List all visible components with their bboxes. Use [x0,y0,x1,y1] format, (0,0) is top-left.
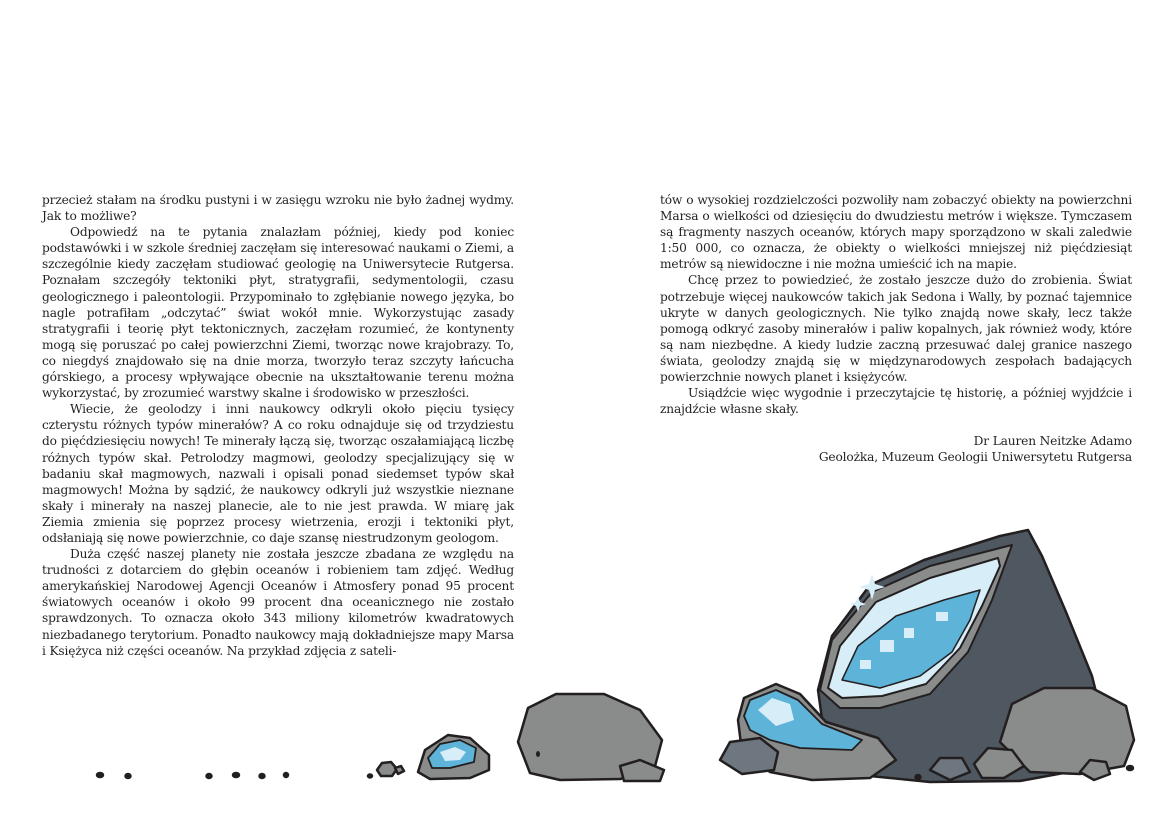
pebble [260,774,265,778]
pebble [126,774,131,778]
small-rock [377,762,397,776]
paragraph: Wiecie, że geolodzy i inni naukowcy odkryli około pięciu tysięcy czterystu różnych typów minerałów? A co roku odnajduje się od trzydziestu do pięćdziesięciu nowych! Te minerały łączą się, tworząc oszałamiającą liczbę różnych typów skał. Petrolodzy magmowi, geolodzy specjalizujący się w badaniu skał magmowych, nazwali i opisali ponad siedemset typów skał magmowych! Można by sądzić, że naukowcy odkryli już wszystkie nieznane skały i minerały na naszej planecie, ale to nie jest prawda. W miarę jak Ziemia zmienia się poprzez procesy wietrzenia, erozji i tektoniki płyt, odsłaniają się nowe powierzchnie, co daje szansę niestrudzonym geologom. [42,402,514,545]
pebble [233,773,239,777]
small-rock [620,760,664,781]
paragraph: Usiądźcie więc wygodnie i przeczytajcie tę historię, a później wyjdźcie i znajdźcie własne skały. [660,386,1132,417]
pebble [368,775,372,778]
crystal-facet [936,612,948,621]
small-rock [395,766,404,774]
crystal-facet [880,640,894,652]
pebble [207,774,212,778]
paragraph: przecież stałam na środku pustyni i w zasięgu wzroku nie było żadnej wydmy. Jak to możliwe? [42,193,514,224]
paragraph: Chcę przez to powiedzieć, że zostało jeszcze dużo do zrobienia. Świat potrzebuje więcej naukowców takich jak Sedona i Wally, by poznać tajemnice ukryte w danych geologicznych. Nie tylko znajdą nowe skały, lecz także pomogą odkryć zasoby minerałów i paliw kopalnych, jak również wody, które są nam niezbędne. A kiedy ludzie zaczną przesuwać dalej granice naszego świata, geolodzy znajdą się w międzynarodowych zespołach badających powierzchnie nowych planet i księżyców. [660,273,1132,385]
paragraph: Odpowiedź na te pytania znalazłam później, kiedy pod koniec podstawówki i w szkole średniej zaczęłam się interesować naukami o Ziemi, a szczególnie kiedy zaczęłam studiować geologię na Uniwersytecie Rutgersa. Poznałam szczegóły tektoniki płyt, stratygrafii, sedymentologii, czasu geologicznego i paleontologii. Przypominało to zgłębianie nowego języka, bo nagle potrafiłam „odczytać” świat wokół mnie. Wykorzystując zasady stratygrafii i teorię płyt tektonicznych, zaczęłam rozumieć, że kontynenty mogą się poruszać po całej powierzchni Ziemi, tworząc nowe krajobrazy. To, co niegdyś znajdowało się na dnie morza, tworzyło teraz szczyty łańcucha górskiego, a procesy wpływające obecnie na ukształtowanie terenu można wykorzystać, by zrozumieć warstwy skalne i środowisko w przeszłości. [42,225,514,401]
crystal-facet [860,660,871,669]
rock-texture [536,751,540,757]
signature-role: Geolożka, Muzeum Geologii Uniwersytetu Rutgersa [818,450,1132,465]
crystal-facet [904,628,914,638]
paragraph: Duża część naszej planety nie została jeszcze zbadana ze względu na trudności z dotarciem do głębin oceanów i robieniem tam zdjęć. Według amerykańskiej Narodowej Agencji Oceanów i Atmosfery ponad 95 procent światowych oceanów i około 99 procent dna oceanicznego nie zostało sprawdzonych. To oznacza około 343 miliony kilometrów kwadratowych niezbadanego terytorium. Ponadto naukowcy mają dokładniejsze mapy Marsa i Księżyca niż części oceanów. Na przykład zdjęcia z sateli- [42,547,514,658]
paragraph: tów o wysokiej rozdzielczości pozwoliły nam zobaczyć obiekty na powierzchni Marsa o wielkości od dziesięciu do dwudziestu metrów i większe. Tymczasem są fragmenty naszych oceanów, których mapy sporządzono w skali zaledwie 1:50 000, co oznacza, że obiekty o wielkości mniejszej niż pięćdziesiąt metrów są niewidoczne i nie można umieścić ich na mapie. [660,193,1132,272]
pebble [284,773,288,777]
pebble [916,775,921,779]
pebble [97,773,103,777]
signature-name: Dr Lauren Neitzke Adamo [973,434,1132,449]
pebble [1127,766,1133,770]
